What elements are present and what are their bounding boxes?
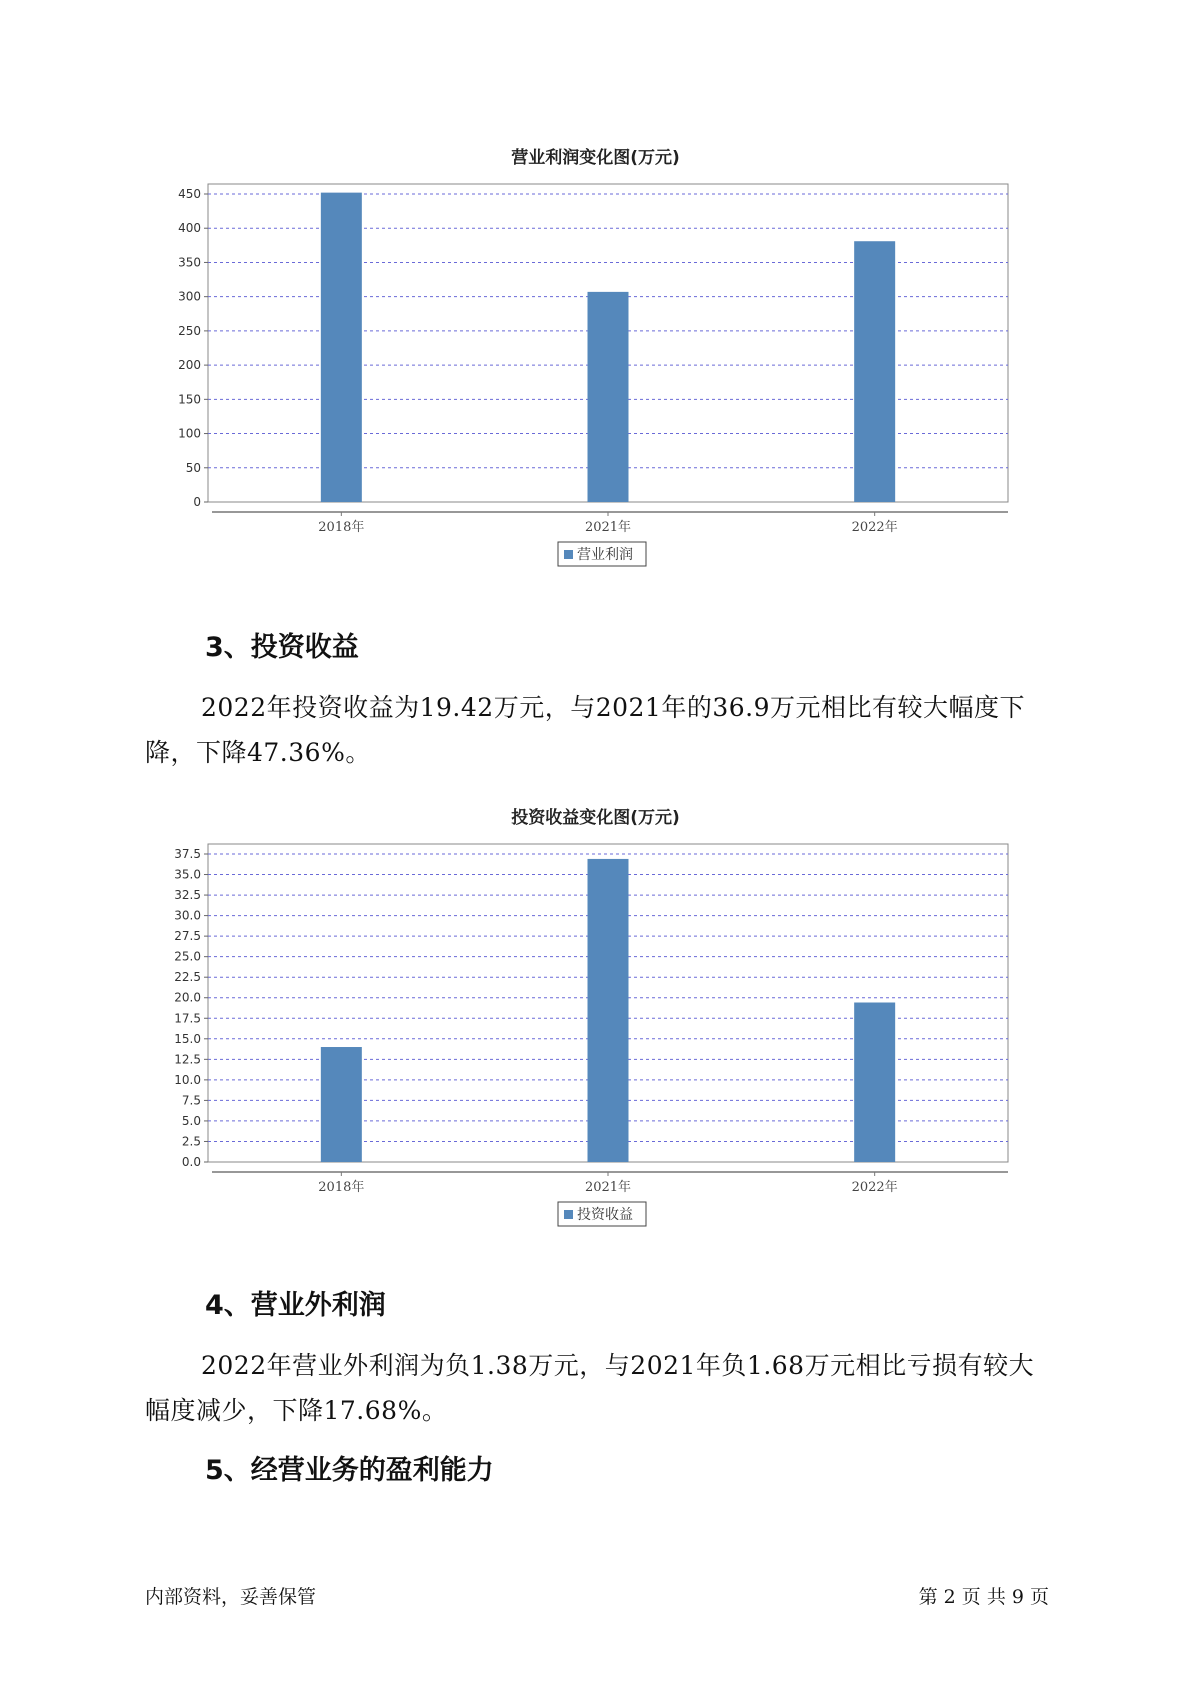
y-tick-label: 5.0 (181, 1113, 201, 1128)
paragraph-non-operating-profit: 2022年营业外利润为负1.38万元，与2021年负1.68万元相比亏损有较大幅度减少，下降17.68%。 (145, 1351, 1035, 1425)
investment-income-chart (140, 832, 1060, 1252)
legend-swatch (564, 550, 573, 559)
y-tick-label: 12.5 (174, 1052, 201, 1067)
bar-2021年 (588, 859, 629, 1162)
paragraph-investment-income: 2022年投资收益为19.42万元，与2021年的36.9万元相比有较大幅度下降，下降47.36%。 (145, 693, 1025, 767)
y-tick-label: 150 (178, 392, 201, 407)
x-tick-label: 2018年 (318, 1180, 365, 1195)
chart-title-operating-profit: 营业利润变化图(万元) (511, 148, 680, 168)
footer-page-number: 第 2 页 共 9 页 (918, 1586, 1049, 1608)
y-tick-label: 27.5 (174, 929, 201, 944)
y-tick-label: 450 (178, 187, 201, 201)
y-tick-label: 30.0 (174, 908, 201, 923)
bar-2022年 (854, 241, 895, 502)
x-tick-label: 2018年 (318, 520, 365, 535)
y-tick-label: 17.5 (174, 1011, 201, 1026)
x-tick-label: 2022年 (851, 1180, 898, 1195)
y-tick-label: 400 (178, 221, 201, 236)
bar-2021年 (588, 292, 629, 502)
y-tick-label: 10.0 (174, 1072, 201, 1087)
y-tick-label: 32.5 (174, 888, 201, 903)
heading-investment-income: 3、投资收益 (205, 632, 359, 663)
heading-non-operating-profit: 4、营业外利润 (205, 1290, 386, 1321)
y-tick-label: 20.0 (174, 990, 201, 1005)
y-tick-label: 25.0 (174, 949, 201, 964)
y-tick-label: 0 (193, 495, 201, 509)
legend (558, 1202, 646, 1226)
y-tick-label: 37.5 (174, 847, 201, 861)
legend-label: 营业利润 (577, 547, 633, 563)
y-tick-label: 350 (178, 255, 201, 270)
legend (558, 542, 646, 566)
y-tick-label: 0.0 (181, 1155, 201, 1169)
x-tick-label: 2022年 (851, 520, 898, 535)
y-tick-label: 15.0 (174, 1031, 201, 1046)
y-tick-label: 50 (185, 460, 201, 475)
y-tick-label: 7.5 (181, 1093, 201, 1108)
chart-title-investment-income: 投资收益变化图(万元) (511, 808, 680, 828)
bar-2022年 (854, 1002, 895, 1162)
y-tick-label: 2.5 (181, 1134, 201, 1149)
legend-swatch (564, 1210, 573, 1219)
legend-label: 投资收益 (577, 1207, 633, 1223)
y-tick-label: 35.0 (174, 867, 201, 882)
bar-2018年 (321, 193, 362, 502)
y-tick-label: 250 (178, 323, 201, 338)
bar-2018年 (321, 1047, 362, 1162)
footer-confidential-note: 内部资料，妥善保管 (145, 1586, 317, 1608)
operating-profit-chart (140, 172, 1060, 592)
x-tick-label: 2021年 (584, 520, 632, 535)
y-tick-label: 200 (178, 358, 201, 373)
y-tick-label: 100 (178, 426, 201, 441)
y-tick-label: 300 (178, 289, 201, 304)
heading-business-profitability: 5、经营业务的盈利能力 (205, 1455, 494, 1486)
y-tick-label: 22.5 (174, 970, 201, 985)
x-tick-label: 2021年 (584, 1180, 632, 1195)
